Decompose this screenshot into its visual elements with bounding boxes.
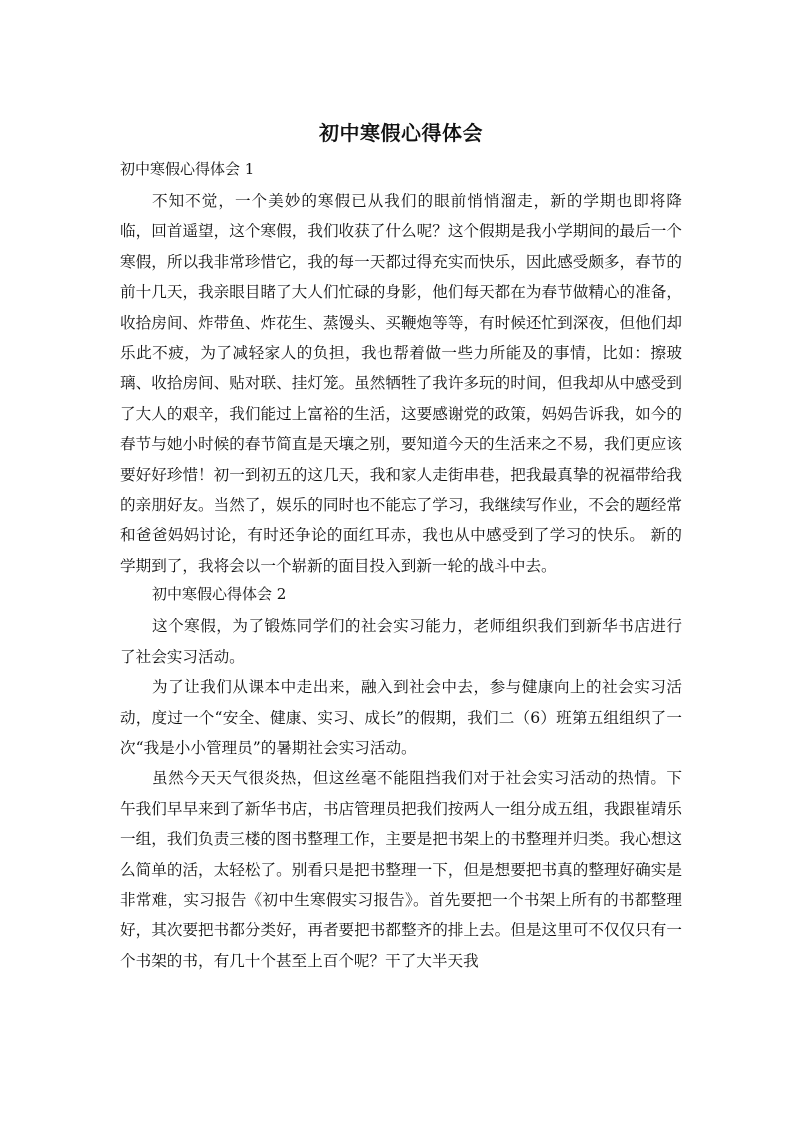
section-1-paragraph-1: 不知不觉，一个美妙的寒假已从我们的眼前悄悄溜走，新的学期也即将降临，回首遥望，这个寒假，我们收获了什么呢？这个假期是我小学期间的最后一个寒假，所以我非常珍惜它，我的每一天都过得充实而快乐，因此感受颇多，春节的前十几天，我亲眼目睹了大人们忙碌的身影，他们每天都在为春节做精心的准备，收拾房间、炸带鱼、炸花生、蒸馒头、买鞭炮等等，有时候还忙到深夜，但他们却乐此不疲，为了减轻家人的负担，我也帮着做一些力所能及的事情，比如：擦玻璃、收拾房间、贴对联、挂灯笼。虽然牺牲了我许多玩的时间，但我却从中感受到了大人的艰辛，我们能过上富裕的生活，这要感谢党的政策，妈妈告诉我，如今的春节与她小时候的春节简直是天壤之别，要知道今天的生活来之不易，我们更应该要好好珍惜！初一到初五的这几天，我和家人走街串巷，把我最真挚的祝福带给我的亲朋好友。当然了，娱乐的同时也不能忘了学习，我继续写作业，不会的题经常和爸爸妈妈讨论，有时还争论的面红耳赤，我也从中感受到了学习的快乐。 新的学期到了，我将会以一个崭新的面目投入到新一轮的战斗中去。 — [120, 192, 682, 575]
document-page — [120, 118, 682, 976]
section-1-heading: 初中寒假心得体会 1 — [120, 160, 255, 178]
document-title: 初中寒假心得体会 — [319, 121, 483, 145]
section-2-heading: 初中寒假心得体会 2 — [152, 585, 287, 604]
section-2-paragraph-1: 这个寒假，为了锻炼同学们的社会实习能力，老师组织我们到新华书店进行了社会实习活动。 — [120, 617, 682, 666]
section-2-paragraph-2: 为了让我们从课本中走出来，融入到社会中去，参与健康向上的社会实习活动，度过一个“安全、健康、实习、成长”的假期，我们二（6）班第五组组织了一次“我是小小管理员”的暑期社会实习活动。 — [120, 678, 682, 757]
section-2-paragraph-3: 虽然今天天气很炎热，但这丝毫不能阻挡我们对于社会实习活动的热情。下午我们早早来到了新华书店，书店管理员把我们按两人一组分成五组，我跟崔靖乐一组，我们负责三楼的图书整理工作，主要是把书架上的书整理并归类。我心想这么简单的活，太轻松了。别看只是把书整理一下，但是想要把书真的整理好确实是非常难，实习报告《初中生寒假实习报告》。首先要把一个书架上所有的书都整理好，其次要把书都分类好，再者要把书都整齐的排上去。但是这里可不仅仅只有一个书架的书，有几十个甚至上百个呢？干了大半天我 — [120, 769, 682, 970]
